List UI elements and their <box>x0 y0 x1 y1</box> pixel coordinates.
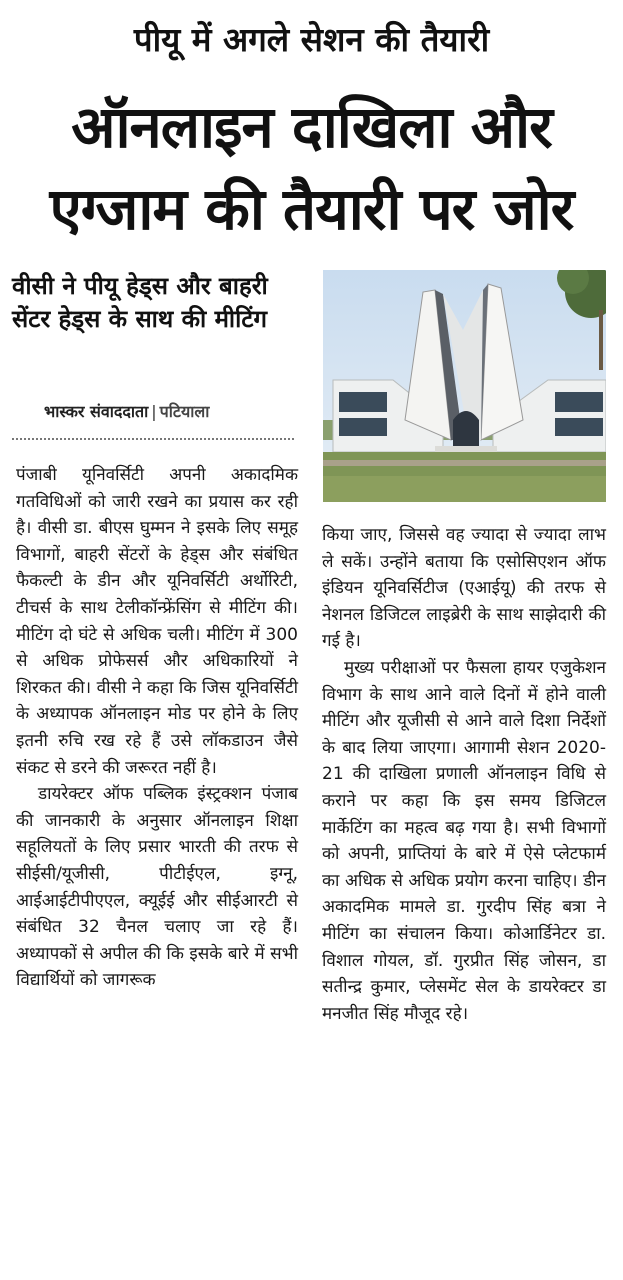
byline-separator: | <box>151 402 157 421</box>
byline-author: भास्कर संवाददाता <box>44 402 149 421</box>
byline <box>44 400 314 424</box>
building-illustration <box>323 270 606 502</box>
paragraph: डायरेक्टर ऑफ पब्लिक इंस्ट्रक्शन पंजाब की जानकारी के अनुसार ऑनलाइन शिक्षा सहूलियतों के लिए प्रसार भारती की तरफ से सीईसी/यूजीसी, पीटीईएल, इग्नू, आईआईटीपीएएल, क्यूईई और सीईआरटी से संबंधित 32 चैनल चलाए जा रहे हैं। अध्यापकों से अपील की कि इसके बारे में सभी विद्यार्थियों को जागरूक <box>16 784 298 991</box>
paragraph: किया जाए, जिससे वह ज्यादा से ज्यादा लाभ ले सकें। उन्होंने बताया कि एसोसिएशन ऑफ इंडियन यूनिवर्सिटीज (एआईयू) की तरफ से नेशनल डिजिटल लाइब्रेरी के साथ साझेदारी की गई है। <box>322 525 606 652</box>
university-building-photo <box>323 270 606 502</box>
paragraph: मुख्य परीक्षाओं पर फैसला हायर एजुकेशन विभाग के साथ आने वाले दिनों में होने वाली मीटिंग और यूजीसी से आने वाले दिशा निर्देशों के बाद लिया जाएगा। आगामी सेशन 2020-21 की दाखिला प्रणाली ऑनलाइन विधि से कराने पर कहा कि इस समय डिजिटल मार्केटिंग का महत्व बढ़ गया है। सभी विभागों को अपनी, प्राप्तियां के बारे में ऐसे प्लेटफार्म का अधिक से अधिक प्रयोग करना चाहिए। डीन अकादमिक मामले डा. गुरदीप सिंह बत्रा ने मीटिंग का संचालन किया। कोआर्डिनेटर डा. विशाल गोयल, डॉ. गुरप्रीत सिंह जोसन, डा सतीन्द्र कुमार, प्लेसमेंट सेल के डायरेक्टर डा मनजीत सिंह मौजूद रहे। <box>322 657 606 1024</box>
dotted-divider <box>12 438 294 440</box>
kicker-headline: पीयू में अगले सेशन की तैयारी <box>133 20 490 59</box>
headline-line-2: एग्जाम की तैयारी पर जोर <box>49 175 574 243</box>
article-column-right <box>322 522 606 1027</box>
headline-line-1: ऑनलाइन दाखिला और <box>71 93 552 161</box>
paragraph: पंजाबी यूनिवर्सिटी अपनी अकादमिक गतविधिओं को जारी रखने का प्रयास कर रही है। वीसी डा. बीएस घुम्मन ने इसके लिए समूह विभागों, बाहरी सेंटरों के हेड्स और संबंधित फैकल्टी के डीन और यूनिवर्सिटी अर्थोरिटी, टीचर्स के साथ टेलीकॉन्फ्रेंसिंग से मीटिंग की। मीटिंग दो घंटे से अधिक चली। मीटिंग में 300 से अधिक प्रोफेसर्स और अधिकारियों ने शिरकत की। वीसी ने कहा कि जिस यूनिवर्सिटी के अध्यापक ऑनलाइन मोड पर होने के लिए इतनी रुचि रख रहे हैं उसे लॉकडाउन जैसे संकट से डरने की जरूरत नहीं है। <box>16 465 298 778</box>
byline-place: पटियाला <box>159 402 210 421</box>
subheadline: वीसी ने पीयू हेड्स और बाहरी सेंटर हेड्स के साथ की मीटिंग <box>12 272 268 333</box>
main-headline <box>10 86 613 250</box>
article-column-left <box>16 462 298 994</box>
